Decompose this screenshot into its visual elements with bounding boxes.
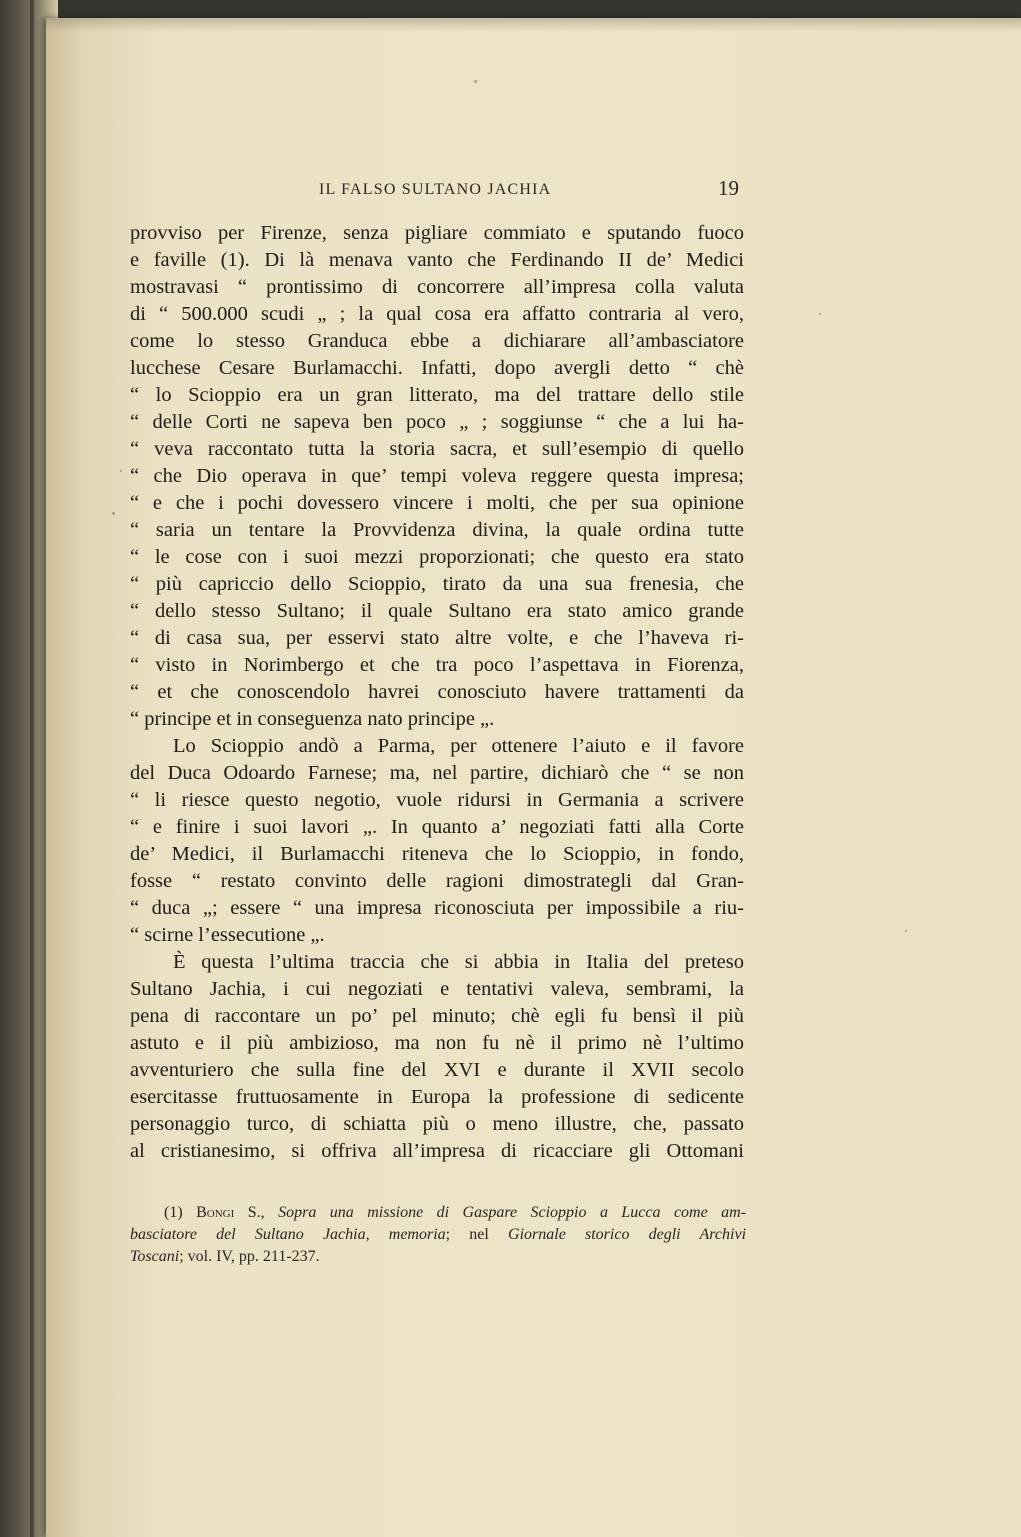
text-line: “ duca „; essere “ una impresa riconosciuta per impossibile a riu- (130, 897, 744, 919)
paper-speck (474, 80, 477, 83)
text-line: e faville (1). Di là menava vanto che Ferdinando II de’ Medici (130, 249, 744, 271)
text-line: “ più capriccio dello Scioppio, tirato da una sua frenesia, che (130, 573, 744, 595)
text-line: “ le cose con i suoi mezzi proporzionati; che questo era stato (130, 546, 744, 568)
footnote-journal: Giornale storico degli Archivi (508, 1226, 747, 1243)
footnote-marker: (1) (164, 1204, 183, 1221)
text-line: avventuriero che sulla fine del XVI e durante il XVII secolo (130, 1059, 744, 1081)
text-line: provviso per Firenze, senza pigliare commiato e sputando fuoco (130, 222, 744, 244)
footnote-title: Sopra una missione di Gaspare Scioppio a Lucca come am- (278, 1204, 747, 1221)
text-line: “ visto in Norimbergo et che tra poco l’aspettava in Fiorenza, (130, 654, 744, 676)
footnote-line (130, 1223, 746, 1247)
paper-speck (120, 470, 122, 472)
binding-edge (30, 0, 34, 1537)
page-header (0, 176, 1021, 204)
footnote-journal: Toscani (130, 1248, 180, 1265)
footnote-line (130, 1245, 746, 1269)
text-line: esercitasse fruttuosamente in Europa la professione di sedicente (130, 1086, 744, 1108)
page-top-shadow (46, 18, 1021, 32)
footnote-separator: ; nel (445, 1226, 489, 1243)
text-line: “ di casa sua, per esservi stato altre volte, e che l’haveva ri- (130, 627, 744, 649)
text-line: al cristianesimo, si offriva all’impresa di ricacciare gli Ottomani (130, 1140, 744, 1162)
footnote-volume: ; vol. IV, pp. 211-237. (179, 1248, 320, 1265)
text-line: “ li riesce questo negotio, vuole ridursi in Germania a scrivere (130, 789, 744, 811)
text-line: “ scirne l’essecutione „. (130, 924, 325, 946)
text-line: “ e finire i suoi lavori „. In quanto a’ negoziati fatti alla Corte (130, 816, 744, 838)
text-line: pena di raccontare un po’ pel minuto; chè egli fu bensì il più (130, 1005, 744, 1027)
text-line: come lo stesso Granduca ebbe a dichiarare all’ambasciatore (130, 330, 744, 352)
text-line: personaggio turco, di schiatta più o meno illustre, che, passato (130, 1113, 744, 1135)
text-line: “ veva raccontato tutta la storia sacra, et sull’esempio di quello (130, 438, 744, 460)
footnote-author-initial: S., (247, 1204, 265, 1221)
text-line: “ e che i pochi dovessero vincere i molti, che per sua opinione (130, 492, 744, 514)
text-line: del Duca Odoardo Farnese; ma, nel partire, dichiarò che “ se non (130, 762, 744, 784)
text-line: mostravasi “ prontissimo di concorrere all’impresa colla valuta (130, 276, 744, 298)
paper-speck (112, 512, 115, 515)
text-line: Lo Scioppio andò a Parma, per ottenere l’aiuto e il favore (173, 735, 744, 757)
paper-speck (905, 930, 907, 932)
text-line: “ saria un tentare la Provvidenza divina, la quale ordina tutte (130, 519, 744, 541)
text-line: lucchese Cesare Burlamacchi. Infatti, dopo avergli detto “ chè (130, 357, 744, 379)
text-line: de’ Medici, il Burlamacchi riteneva che lo Scioppio, in fondo, (130, 843, 744, 865)
text-line: “ dello stesso Sultano; il quale Sultano era stato amico grande (130, 600, 744, 622)
text-line: “ lo Scioppio era un gran litterato, ma del trattare dello stile (130, 384, 744, 406)
running-title: IL FALSO SULTANO JACHIA (319, 181, 552, 198)
paper-speck (819, 313, 821, 315)
text-line: di “ 500.000 scudi „ ; la qual cosa era affatto contraria al vero, (130, 303, 744, 325)
text-line: È questa l’ultima traccia che si abbia in Italia del preteso (173, 951, 744, 973)
text-line: “ et che conoscendolo havrei conosciuto havere trattamenti da (130, 681, 744, 703)
footnote-line (164, 1201, 746, 1225)
page-number: 19 (718, 176, 739, 200)
text-line: “ delle Corti ne sapeva ben poco „ ; soggiunse “ che a lui ha- (130, 411, 744, 433)
text-line: astuto e il più ambizioso, ma non fu nè il primo nè l’ultimo (130, 1032, 744, 1054)
footnote-title: basciatore del Sultano Jachia, memoria (130, 1226, 446, 1243)
text-line: Sultano Jachia, i cui negoziati e tentativi valeva, sembrami, la (130, 978, 744, 1000)
text-line: “ principe et in conseguenza nato principe „. (130, 708, 495, 730)
text-line: “ che Dio operava in que’ tempi voleva reggere questa impresa; (130, 465, 744, 487)
text-line: fosse “ restato convinto delle ragioni dimostrategli dal Gran- (130, 870, 744, 892)
footnote-author: Bongi (196, 1204, 235, 1221)
